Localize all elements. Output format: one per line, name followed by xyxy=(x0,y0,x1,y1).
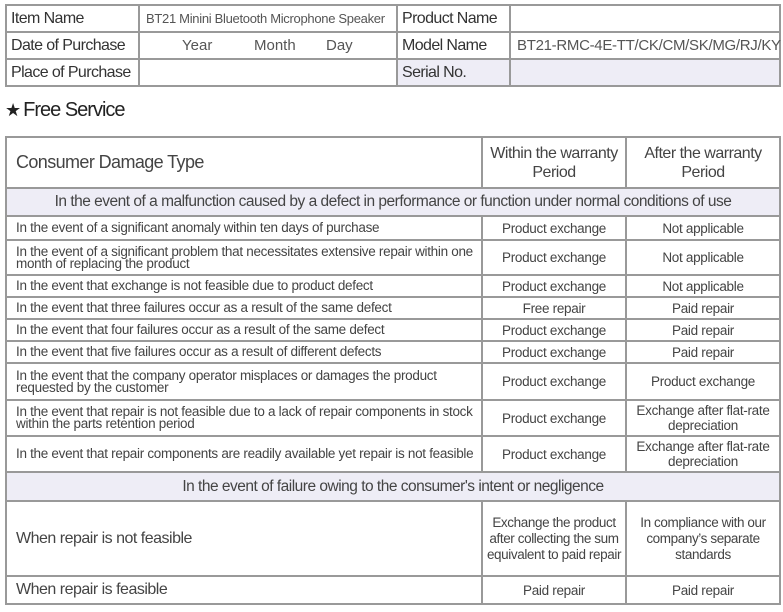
row-type: In the event that the company operator misplaces or damages the product requested by the customer xyxy=(6,363,482,400)
row-after: Paid repair xyxy=(626,297,780,319)
table-row xyxy=(6,319,780,341)
date-of-purchase-label: Date of Purchase xyxy=(6,32,139,59)
item-name-value: BT21 Minini Bluetooth Microphone Speaker xyxy=(139,5,397,32)
product-info-table xyxy=(5,4,781,87)
row-after: Not applicable xyxy=(626,216,780,240)
free-service-title: Free Service xyxy=(23,99,125,121)
date-day-label: Day xyxy=(326,37,353,54)
model-name-label: Model Name xyxy=(397,32,510,59)
header-damage-type: Consumer Damage Type xyxy=(6,137,482,188)
free-service-heading xyxy=(5,99,125,122)
table-row xyxy=(6,341,780,363)
row-type: In the event that four failures occur as a result of the same defect xyxy=(6,319,482,341)
table-row xyxy=(6,576,780,604)
row-after: Paid repair xyxy=(626,341,780,363)
date-of-purchase-field[interactable] xyxy=(139,32,397,59)
row-after: Not applicable xyxy=(626,275,780,297)
row-within: Free repair xyxy=(482,297,626,319)
header-within-warranty: Within the warranty Period xyxy=(482,137,626,188)
table-row xyxy=(6,501,780,576)
row-type: In the event that repair is not feasible due to a lack of repair components in stock within the parts retention period xyxy=(6,400,482,436)
section-row xyxy=(6,188,780,216)
row-after: Paid repair xyxy=(626,319,780,341)
free-service-table xyxy=(5,136,781,605)
section-row xyxy=(6,472,780,501)
row-type: When repair is feasible xyxy=(6,576,482,604)
row-type: In the event that repair components are readily available yet repair is not feasible xyxy=(6,436,482,472)
table-row xyxy=(6,275,780,297)
table-row xyxy=(6,363,780,400)
model-name-value: BT21-RMC-4E-TT/CK/CM/SK/MG/RJ/KY xyxy=(510,32,780,59)
section-title-malfunction: In the event of a malfunction caused by a defect in performance or function under normal conditions of use xyxy=(6,188,780,216)
row-type: In the event that five failures occur as a result of different defects xyxy=(6,341,482,363)
row-within: Product exchange xyxy=(482,240,626,275)
info-row-2 xyxy=(6,32,780,59)
row-within: Product exchange xyxy=(482,216,626,240)
info-row-3 xyxy=(6,59,780,86)
row-within: Product exchange xyxy=(482,400,626,436)
date-year-label: Year xyxy=(182,37,213,54)
row-within: Product exchange xyxy=(482,436,626,472)
row-type: In the event that three failures occur as a result of the same defect xyxy=(6,297,482,319)
serial-no-field[interactable] xyxy=(510,59,780,86)
row-within: Exchange the product after collecting the sum equivalent to paid repair xyxy=(482,501,626,576)
table-row xyxy=(6,216,780,240)
row-within: Product exchange xyxy=(482,341,626,363)
info-row-1 xyxy=(6,5,780,32)
row-type: In the event of a significant anomaly within ten days of purchase xyxy=(6,216,482,240)
table-row xyxy=(6,436,780,472)
table-row xyxy=(6,400,780,436)
section-title-negligence: In the event of failure owing to the consumer's intent or negligence xyxy=(6,472,780,501)
item-name-label: Item Name xyxy=(6,5,139,32)
product-name-field[interactable] xyxy=(510,5,780,32)
row-after: Paid repair xyxy=(626,576,780,604)
date-month-label: Month xyxy=(254,37,296,54)
place-of-purchase-label: Place of Purchase xyxy=(6,59,139,86)
row-within: Product exchange xyxy=(482,363,626,400)
row-type: In the event of a significant problem that necessitates extensive repair within one month of replacing the product xyxy=(6,240,482,275)
row-type: In the event that exchange is not feasible due to product defect xyxy=(6,275,482,297)
serial-no-label: Serial No. xyxy=(397,59,510,86)
table-header-row xyxy=(6,137,780,188)
row-within: Paid repair xyxy=(482,576,626,604)
row-within: Product exchange xyxy=(482,319,626,341)
row-within: Product exchange xyxy=(482,275,626,297)
star-icon: ★ xyxy=(5,100,21,120)
row-after: Exchange after flat-rate depreciation xyxy=(626,400,780,436)
row-after: In compliance with our company’s separate standards xyxy=(626,501,780,576)
header-after-warranty: After the warranty Period xyxy=(626,137,780,188)
product-name-label: Product Name xyxy=(397,5,510,32)
row-after: Not applicable xyxy=(626,240,780,275)
table-row xyxy=(6,240,780,275)
row-type: When repair is not feasible xyxy=(6,501,482,576)
place-of-purchase-field[interactable] xyxy=(139,59,397,86)
row-after: Product exchange xyxy=(626,363,780,400)
table-row xyxy=(6,297,780,319)
row-after: Exchange after flat-rate depreciation xyxy=(626,436,780,472)
